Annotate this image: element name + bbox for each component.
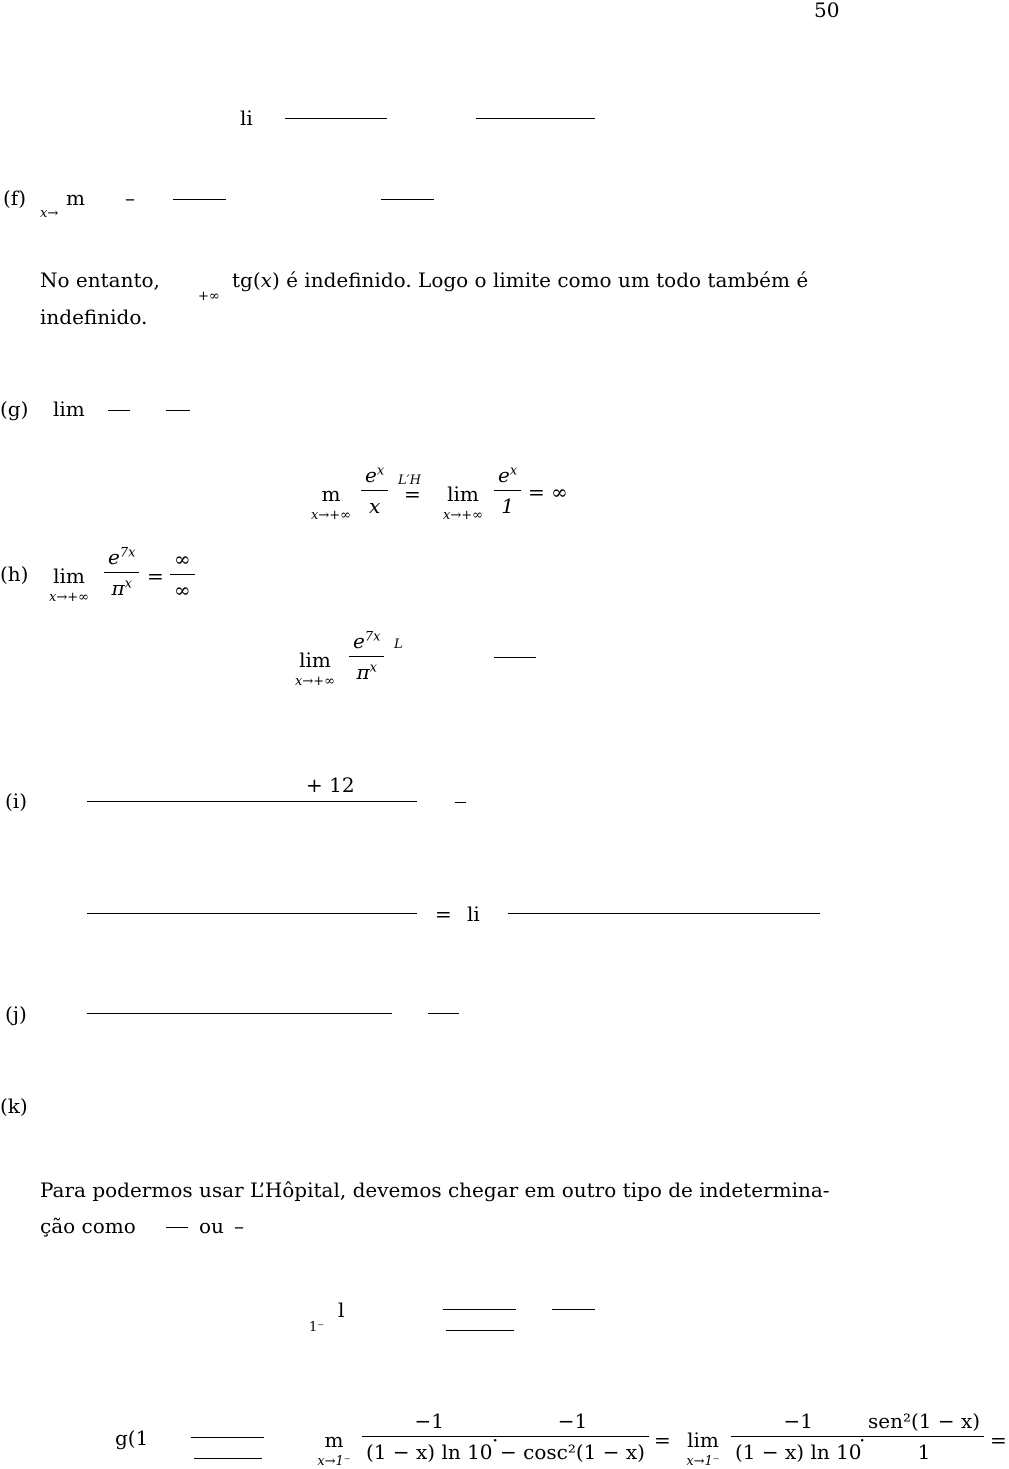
- fraction-bar: [285, 118, 387, 119]
- k-fraction-4: sen²(1 − x) 1: [864, 1409, 984, 1464]
- g-equals: =: [404, 482, 421, 506]
- k-eq2-fragment: g(1: [115, 1426, 149, 1450]
- g-limit-operator-2: lim x→+∞: [443, 482, 483, 523]
- item-label-i: (i): [5, 789, 28, 813]
- g-fraction-2: $\frac{e^x}{1}$: [494, 463, 521, 518]
- f-paragraph-subscript: +∞: [198, 289, 220, 304]
- h-indeterminate: ∞ ∞: [170, 547, 195, 602]
- fraction-bar: [428, 1013, 459, 1014]
- fraction-bar: [381, 199, 434, 200]
- h-limit-operator-2: lim x→+∞: [295, 648, 335, 689]
- fraction-bar: [108, 410, 130, 411]
- g-result: = ∞: [528, 480, 568, 504]
- item-label-h: (h): [0, 562, 29, 586]
- k-equals: =: [654, 1428, 671, 1452]
- item-label-k: (k): [0, 1094, 28, 1118]
- fraction-bar: [508, 913, 820, 914]
- h-fraction-2: $\frac{e^{7x}}{\pi^x}$: [349, 629, 384, 684]
- fraction-bar: [552, 1309, 595, 1310]
- k-eq1-fragment: l: [338, 1298, 345, 1322]
- k-eq1-subscript: 1⁻: [309, 1320, 325, 1335]
- f-paragraph-end: indefinido.: [40, 305, 148, 329]
- fraction-bar: [173, 199, 226, 200]
- f-paragraph-text: tg(x) é indefinido. Logo o limite como um todo também é: [232, 268, 809, 292]
- k-dot-2: ·: [859, 1428, 866, 1452]
- k-fraction-2: $\frac{-1}{\text{− cosc²(1 − x)}}$: [496, 1409, 649, 1464]
- g-lim: lim: [53, 397, 85, 421]
- i-numerator-tail: + 12: [306, 773, 355, 797]
- g-fraction-1: $\frac{e^x}{x}$: [361, 463, 388, 518]
- k-fraction-1: $\frac{-1}{(1 - x) \ln 10}$: [362, 1409, 497, 1464]
- k-paragraph-ou: ou: [199, 1214, 224, 1238]
- e-lim-fragment: li: [240, 106, 253, 130]
- g-lhopital-mark: L′H: [398, 473, 421, 488]
- f-lim-fragment: m: [66, 186, 85, 210]
- fraction-bar: [87, 913, 417, 914]
- k-tail-equals: =: [990, 1428, 1007, 1452]
- g-limit-operator: m x→+∞: [311, 482, 351, 523]
- k-paragraph-dash: –: [234, 1214, 244, 1238]
- fraction-bar: [191, 1437, 264, 1438]
- fraction-bar: [87, 801, 417, 802]
- k-dot-1: ·: [492, 1428, 499, 1452]
- fraction-bar: [455, 802, 466, 803]
- fraction-bar: [87, 1013, 392, 1014]
- k-limit-operator: m x→1⁻: [317, 1428, 351, 1469]
- fraction-bar: [494, 657, 536, 658]
- k-paragraph-end: ção como: [40, 1214, 136, 1238]
- item-label-j: (j): [5, 1002, 27, 1026]
- fraction-bar: [476, 118, 595, 119]
- f-paragraph-start: No entanto,: [40, 268, 160, 292]
- h-fraction: $\frac{e^{7x}}{\pi^x}$: [104, 545, 139, 600]
- h-lhopital-mark: L: [394, 637, 403, 652]
- fraction-bar: [446, 1330, 514, 1331]
- item-label-g: (g): [0, 397, 29, 421]
- f-minus: –: [125, 186, 135, 210]
- fraction-bar: [166, 410, 190, 411]
- f-lim-subscript: x→: [40, 206, 59, 221]
- item-label-f: (f): [3, 186, 27, 210]
- page-number: 50: [814, 0, 840, 22]
- fraction-bar: [166, 1227, 188, 1228]
- h-equals: =: [147, 564, 164, 588]
- fraction-bar: [194, 1458, 262, 1459]
- i-equals: =: [435, 902, 452, 926]
- fraction-bar: [443, 1309, 516, 1310]
- k-paragraph-start: Para podermos usar L’Hôpital, devemos chegar em outro tipo de indetermina-: [40, 1178, 830, 1202]
- h-limit-operator: lim x→+∞: [49, 564, 89, 605]
- k-fraction-3: $\frac{-1}{(1 - x) \ln 10}$: [731, 1409, 866, 1464]
- i-lim-fragment: li: [467, 902, 480, 926]
- k-limit-operator-2: lim x→1⁻: [686, 1428, 720, 1469]
